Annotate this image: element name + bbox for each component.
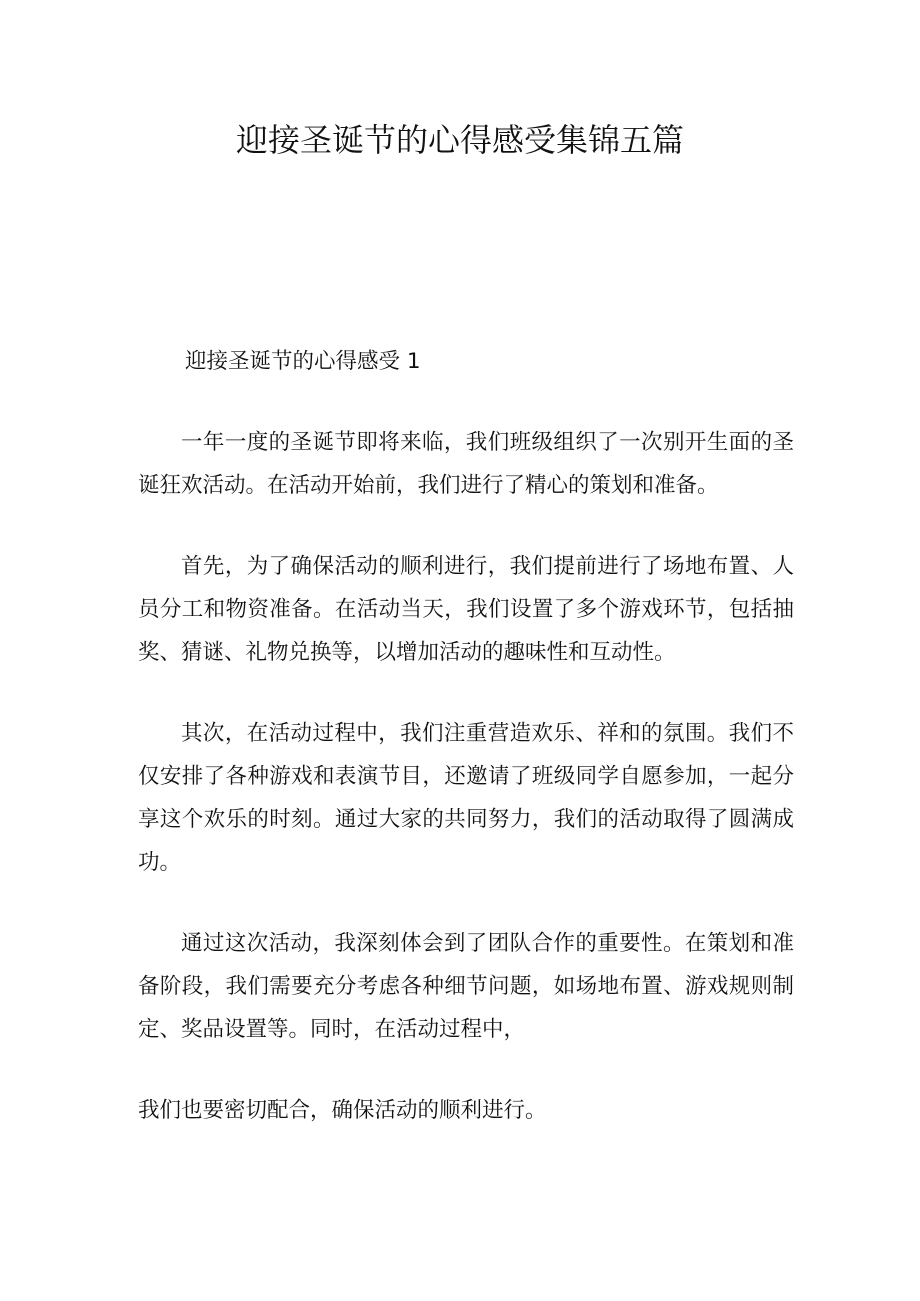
paragraph-3: 其次，在活动过程中，我们注重营造欢乐、祥和的氛围。我们不仅安排了各种游戏和表演节目，还邀请了班级同学自愿参加，一起分享这个欢乐的时刻。通过大家的共同努力，我们的活动取得了圆满成功。	[138, 721, 794, 875]
paragraph-2: 首先，为了确保活动的顺利进行，我们提前进行了场地布置、人员分工和物资准备。在活动当天，我们设置了多个游戏环节，包括抽奖、猜谜、礼物兑换等，以增加活动的趣味性和互动性。	[138, 554, 794, 665]
paragraph-5: 我们也要密切配合，确保活动的顺利进行。	[138, 1098, 547, 1123]
section-heading: 迎接圣诞节的心得感受 1	[185, 349, 421, 374]
paragraph-1: 一年一度的圣诞节即将来临，我们班级组织了一次别开生面的圣诞狂欢活动。在活动开始前，我们进行了精心的策划和准备。	[138, 430, 794, 498]
document-title: 迎接圣诞节的心得感受集锦五篇	[235, 121, 684, 159]
paragraph-4: 通过这次活动，我深刻体会到了团队合作的重要性。在策划和准备阶段，我们需要充分考虑各种细节问题，如场地布置、游戏规则制定、奖品设置等。同时，在活动过程中，	[138, 931, 794, 1042]
document-body	[138, 340, 794, 1170]
